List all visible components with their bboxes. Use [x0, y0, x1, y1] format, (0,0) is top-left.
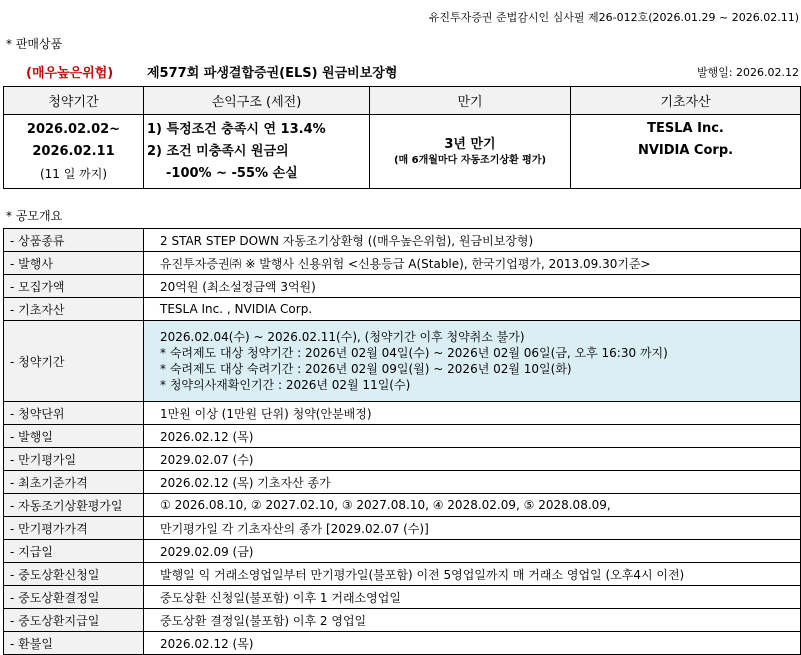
overview-row-label: - 발행일	[4, 425, 144, 448]
overview-row-label: - 중도상환결정일	[4, 586, 144, 609]
overview-row-value	[144, 586, 801, 609]
overview-row-label: - 청약단위	[4, 402, 144, 425]
overview-row	[4, 229, 801, 252]
overview-value-text: 2029.02.07 (수)	[160, 452, 254, 467]
overview-row-value	[144, 494, 801, 517]
overview-value-text: 2026.02.12 (목) 기초자산 종가	[160, 475, 331, 490]
summary-maturity-cell	[370, 115, 571, 189]
overview-row-label: - 중도상환신청일	[4, 563, 144, 586]
overview-value-text: 중도상환 결정일(불포함) 이후 2 영업일	[160, 613, 367, 628]
overview-row-value	[144, 425, 801, 448]
header-maturity: 만기	[370, 87, 571, 115]
overview-row-label: - 상품종류	[4, 229, 144, 252]
overview-value-text: 2 STAR STEP DOWN 자동조기상환형 ((매우높은위험), 원금비보장형)	[160, 233, 534, 248]
payoff-line-3: -100% ~ -55% 손실	[166, 165, 298, 181]
subscription-period-line: 2026.02.04(수) ~ 2026.02.11(수), (청약기간 이후 청약취소 불가)	[160, 330, 525, 344]
summary-table	[3, 86, 801, 189]
period-end: 2026.02.11	[32, 143, 115, 159]
payoff-line-1: 1) 특정조건 충족시 연 13.4%	[147, 121, 326, 137]
overview-row	[4, 471, 801, 494]
overview-row	[4, 275, 801, 298]
overview-row-label: - 청약기간	[4, 321, 144, 402]
overview-value-text: TESLA Inc. , NVIDIA Corp.	[160, 302, 313, 316]
compliance-notice: 유진투자증권 준법감시인 심사필 제26-012호(2026.01.29 ~ 2026.02.11)	[428, 11, 799, 24]
overview-row-value	[144, 540, 801, 563]
overview-row-value	[144, 632, 801, 655]
overview-value-text: 1만원 이상 (1만원 단위) 청약(안분배정)	[160, 406, 372, 421]
overview-row-label: - 발행사	[4, 252, 144, 275]
maturity-term: 3년 만기	[444, 136, 496, 152]
overview-row-value	[144, 229, 801, 252]
overview-row	[4, 563, 801, 586]
section-title-sale: * 판매상품	[6, 37, 63, 51]
overview-row-value	[144, 471, 801, 494]
overview-row-value	[144, 517, 801, 540]
period-start: 2026.02.02~	[26, 121, 121, 137]
overview-row-value	[144, 275, 801, 298]
overview-row-label: - 모집가액	[4, 275, 144, 298]
summary-header-row	[4, 87, 801, 115]
overview-row	[4, 402, 801, 425]
issue-date: 발행일: 2026.02.12	[696, 66, 799, 79]
subscription-period-line: * 숙려제도 대상 숙려기간 : 2026년 02월 09일(월) ~ 2026년 02월 10일(화)	[160, 362, 572, 376]
header-underlying: 기초자산	[571, 87, 801, 115]
overview-row-label: - 중도상환지급일	[4, 609, 144, 632]
overview-value-text: 2026.02.12 (목)	[160, 429, 254, 444]
maturity-note: (매 6개월마다 자동조기상환 평가)	[393, 154, 547, 166]
overview-row	[4, 448, 801, 471]
overview-value-text: 20억원 (최소설정금액 3억원)	[160, 279, 316, 294]
header-payoff-structure: 손익구조 (세전)	[144, 87, 370, 115]
overview-value-text: 유진투자증권㈜ ※ 발행사 신용위험 <신용등급 A(Stable), 한국기업평가, 2013.09.30기준>	[160, 256, 651, 271]
overview-row-label: - 만기평가가격	[4, 517, 144, 540]
risk-label: (매우높은위험)	[26, 66, 114, 81]
overview-table	[3, 228, 801, 655]
overview-row	[4, 632, 801, 655]
subscription-period-line: * 숙려제도 대상 청약기간 : 2026년 02월 04일(수) ~ 2026년 02월 06일(금, 오후 16:30 까지)	[160, 346, 668, 360]
overview-row-label: - 지급일	[4, 540, 144, 563]
overview-value-text: 발행일 익 거래소영업일부터 만기평가일(불포함) 이전 5영업일까지 매 거래소 영업일 (오후4시 이전)	[160, 567, 685, 582]
overview-row-label: - 환불일	[4, 632, 144, 655]
summary-payoff-cell	[144, 115, 370, 189]
product-title: 제577회 파생결합증권(ELS) 원금비보장형	[147, 66, 398, 81]
overview-value-text: 중도상환 신청일(불포함) 이후 1 거래소영업일	[160, 590, 401, 605]
section-title-overview: * 공모개요	[6, 209, 63, 223]
header-subscription-period: 청약기간	[4, 87, 144, 115]
overview-row-value	[144, 321, 801, 402]
summary-underlying-cell	[571, 115, 801, 189]
summary-period-cell	[4, 115, 144, 189]
overview-row	[4, 609, 801, 632]
overview-row-label: - 자동조기상환평가일	[4, 494, 144, 517]
overview-value-text: 2026.02.12 (목)	[160, 636, 254, 651]
overview-row	[4, 298, 801, 321]
overview-row-label: - 기초자산	[4, 298, 144, 321]
overview-row-label: - 최초기준가격	[4, 471, 144, 494]
overview-row	[4, 425, 801, 448]
overview-row-value	[144, 252, 801, 275]
overview-row-value	[144, 563, 801, 586]
payoff-line-2: 2) 조건 미충족시 원금의	[147, 143, 289, 159]
overview-row	[4, 540, 801, 563]
overview-value-text: ① 2026.08.10, ② 2027.02.10, ③ 2027.08.10, ④ 2028.02.09, ⑤ 2028.08.09,	[160, 498, 611, 512]
overview-value-text: 2029.02.09 (금)	[160, 544, 254, 559]
summary-body-row	[4, 115, 801, 189]
overview-row-value	[144, 298, 801, 321]
underlying-tesla: TESLA Inc.	[647, 121, 724, 136]
period-note: (11 일 까지)	[39, 166, 108, 181]
overview-row-value	[144, 402, 801, 425]
overview-value-text: 만기평가일 각 기초자산의 종가 [2029.02.07 (수)]	[160, 521, 429, 536]
overview-row-label: - 만기평가일	[4, 448, 144, 471]
overview-row-value	[144, 609, 801, 632]
overview-row-value	[144, 448, 801, 471]
subscription-period-line: * 청약의사재확인기간 : 2026년 02월 11일(수)	[160, 378, 411, 392]
overview-row	[4, 321, 801, 402]
overview-row	[4, 494, 801, 517]
underlying-nvidia: NVIDIA Corp.	[637, 143, 734, 158]
overview-row	[4, 252, 801, 275]
overview-row	[4, 517, 801, 540]
overview-row	[4, 586, 801, 609]
